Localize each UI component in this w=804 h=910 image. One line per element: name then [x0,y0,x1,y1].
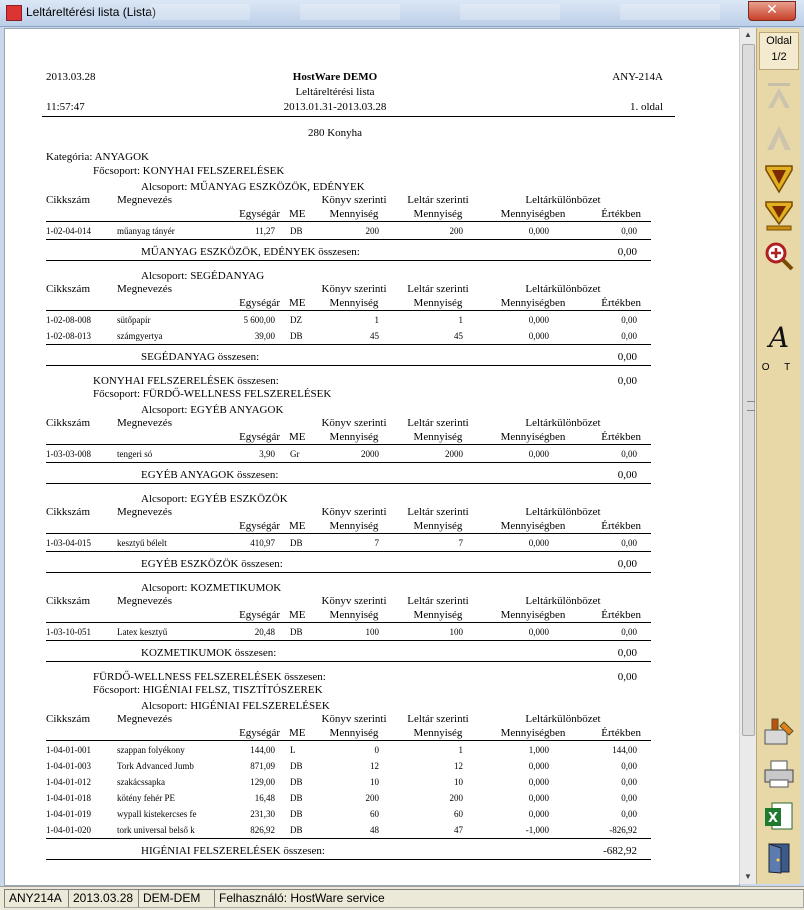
column-rule [46,444,651,445]
main-group-label: Főcsoport: FÜRDŐ-WELLNESS FELSZERELÉSEK [93,388,332,400]
row-book: 200 [365,793,379,803]
col-kulonbozet: Leltárkülönbözet [525,283,601,295]
row-count: 1 [458,745,463,755]
row-count: 10 [454,777,463,787]
row-count: 7 [458,538,463,548]
report-toolbar [756,28,801,884]
group-end-rule [46,365,651,366]
vertical-scrollbar[interactable] [739,28,756,884]
scroll-thumb[interactable] [742,44,755,736]
sub-group-total: 0,00 [617,558,637,570]
row-vdiff: 0,00 [621,538,637,548]
sub-group-label: Alcsoport: MŰANYAG ESZKÖZÖK, EDÉNYEK [141,181,365,193]
row-vdiff: 0,00 [621,793,637,803]
col-mennyiseg: Mennyiség [329,609,379,621]
printer-icon[interactable] [762,758,796,790]
row-name: Tork Advanced Jumb [117,761,194,771]
settings-icon[interactable] [762,716,796,748]
col-megnevezes: Megnevezés [117,194,172,206]
app-icon [6,5,22,21]
row-code: 1-03-04-015 [46,538,91,548]
col-ertekben: Értékben [601,609,641,621]
col-ertekben: Értékben [601,727,641,739]
column-rule [46,221,651,222]
subtotal-rule [46,551,651,552]
row-vdiff: 0,00 [621,449,637,459]
row-qdiff: 0,000 [528,761,549,771]
col-mennyiseg: Mennyiség [413,297,463,309]
row-count: 100 [449,627,463,637]
col-mennyisegben: Mennyiségben [500,208,566,220]
row-price: 5 600,00 [243,315,275,325]
group-end-rule [46,661,651,662]
background-tab [460,4,560,20]
page-label: Oldal [766,35,792,47]
row-count: 200 [449,793,463,803]
main-group-total: 0,00 [617,671,637,683]
row-unit: DZ [290,315,302,325]
report-category: Kategória: ANYAGOK [46,151,149,163]
svg-text:X: X [767,811,779,826]
status-date: 2013.03.28 [68,889,140,908]
row-price: 11,27 [255,226,275,236]
col-me: ME [289,609,306,621]
col-mennyisegben: Mennyiségben [500,520,566,532]
group-end-rule [46,483,651,484]
status-database: DEM-DEM [138,889,216,908]
background-tab [150,4,250,20]
row-code: 1-04-01-003 [46,761,91,771]
col-egysegar: Egységár [239,609,280,621]
main-group-label: Főcsoport: HIGÉNIAI FELSZ, TISZTÍTÓSZEREK [93,684,323,696]
col-mennyisegben: Mennyiségben [500,431,566,443]
col-me: ME [289,520,306,532]
report-time: 11:57:47 [46,101,85,113]
row-name: Latex kesztyű [117,627,168,637]
main-group-total-label: FÜRDŐ-WELLNESS FELSZERELÉSEK összesen: [93,671,326,683]
col-ertekben: Értékben [601,520,641,532]
scroll-down-icon[interactable]: ▼ [744,872,752,881]
row-name: kesztyű bélelt [117,538,167,548]
col-konyv: Könyv szerinti [321,506,387,518]
svg-text:A: A [768,321,790,352]
sub-group-label: Alcsoport: HIGÉNIAI FELSZERELÉSEK [141,700,330,712]
title-bar [0,0,804,27]
col-cikkszam: Cikkszám [46,595,90,607]
row-vdiff: 0,00 [621,809,637,819]
row-code: 1-03-03-008 [46,449,91,459]
sub-group-total: 0,00 [617,246,637,258]
row-vdiff: -826,92 [609,825,637,835]
col-mennyiseg: Mennyiség [329,520,379,532]
row-code: 1-02-08-013 [46,331,91,341]
col-mennyiseg: Mennyiség [413,520,463,532]
report-location: 280 Konyha [307,127,363,139]
row-code: 1-04-01-019 [46,809,91,819]
last-page-icon[interactable] [762,200,796,232]
row-book: 48 [370,825,379,835]
sub-group-total-label: SEGÉDANYAG összesen: [141,351,260,363]
row-price: 3,90 [259,449,275,459]
sub-group-total-label: HIGÉNIAI FELSZERELÉSEK összesen: [141,845,325,857]
col-me: ME [289,208,306,220]
col-megnevezes: Megnevezés [117,417,172,429]
row-price: 871,09 [250,761,275,771]
row-unit: DB [290,627,303,637]
row-unit: Gr [290,449,300,459]
page-indicator [759,32,799,70]
col-kulonbozet: Leltárkülönbözet [525,713,601,725]
col-mennyiseg: Mennyiség [413,208,463,220]
col-konyv: Könyv szerinti [321,417,387,429]
col-kulonbozet: Leltárkülönbözet [525,506,601,518]
column-rule [46,533,651,534]
col-cikkszam: Cikkszám [46,194,90,206]
col-leltar: Leltár szerinti [407,283,469,295]
row-qdiff: 0,000 [528,538,549,548]
row-code: 1-04-01-001 [46,745,91,755]
col-konyv: Könyv szerinti [321,713,387,725]
col-megnevezes: Megnevezés [117,595,172,607]
group-end-rule [46,260,651,261]
col-cikkszam: Cikkszám [46,506,90,518]
row-book: 2000 [361,449,379,459]
exit-door-icon[interactable] [762,842,796,874]
report-period: 2013.01.31-2013.03.28 [283,101,387,113]
col-me: ME [289,297,306,309]
row-qdiff: 0,000 [528,777,549,787]
col-leltar: Leltár szerinti [407,194,469,206]
row-book: 100 [365,627,379,637]
group-end-rule [46,859,651,860]
subtotal-rule [46,239,651,240]
font-letters: O T [761,362,797,373]
row-qdiff: 0,000 [528,449,549,459]
col-konyv: Könyv szerinti [321,194,387,206]
sub-group-label: Alcsoport: KOZMETIKUMOK [141,582,282,594]
window-title: Leltáreltérési lista (Lista) [26,5,157,19]
group-end-rule [46,572,651,573]
col-mennyiseg: Mennyiség [413,431,463,443]
col-leltar: Leltár szerinti [407,506,469,518]
row-name: kötény fehér PE [117,793,175,803]
row-qdiff: 0,000 [528,793,549,803]
col-ertekben: Értékben [601,431,641,443]
col-megnevezes: Megnevezés [117,506,172,518]
row-price: 144,00 [250,745,275,755]
col-me: ME [289,431,306,443]
row-qdiff: 0,000 [528,315,549,325]
subtotal-rule [46,838,651,839]
row-price: 410,97 [250,538,275,548]
column-rule [46,310,651,311]
row-book: 45 [370,331,379,341]
row-count: 200 [449,226,463,236]
col-kulonbozet: Leltárkülönbözet [525,417,601,429]
report-code: ANY-214A [612,71,663,83]
col-egysegar: Egységár [239,520,280,532]
row-book: 200 [365,226,379,236]
row-name: tork universal belső k [117,825,195,835]
row-vdiff: 0,00 [621,226,637,236]
row-vdiff: 0,00 [621,761,637,771]
col-megnevezes: Megnevezés [117,713,172,725]
row-price: 129,00 [250,777,275,787]
sub-group-total: 0,00 [617,351,637,363]
col-konyv: Könyv szerinti [321,595,387,607]
col-egysegar: Egységár [239,208,280,220]
column-rule [46,622,651,623]
subtotal-rule [46,344,651,345]
row-name: wypall kistekercses fe [117,809,197,819]
col-egysegar: Egységár [239,727,280,739]
sub-group-label: Alcsoport: SEGÉDANYAG [141,270,265,282]
row-qdiff: 1,000 [528,745,549,755]
row-book: 1 [374,315,379,325]
main-group-label: Főcsoport: KONYHAI FELSZERELÉSEK [93,165,285,177]
subtotal-rule [46,462,651,463]
sub-group-total-label: KOZMETIKUMOK összesen: [141,647,277,659]
col-mennyisegben: Mennyiségben [500,609,566,621]
col-kulonbozet: Leltárkülönbözet [525,595,601,607]
sub-group-label: Alcsoport: EGYÉB ANYAGOK [141,404,284,416]
report-view [4,28,740,886]
report-date: 2013.03.28 [46,71,96,83]
row-unit: DB [290,538,303,548]
col-egysegar: Egységár [239,431,280,443]
column-rule [46,740,651,741]
row-unit: DB [290,761,303,771]
row-count: 2000 [445,449,463,459]
row-code: 1-02-08-008 [46,315,91,325]
sub-group-total-label: EGYÉB ESZKÖZÖK összesen: [141,558,283,570]
col-mennyiseg: Mennyiség [329,431,379,443]
row-vdiff: 0,00 [621,627,637,637]
report-company: HostWare DEMO [292,71,378,83]
row-price: 826,92 [250,825,275,835]
col-leltar: Leltár szerinti [407,417,469,429]
col-cikkszam: Cikkszám [46,283,90,295]
row-vdiff: 0,00 [621,331,637,341]
col-egysegar: Egységár [239,297,280,309]
row-vdiff: 0,00 [621,315,637,325]
sub-group-total-label: EGYÉB ANYAGOK összesen: [141,469,279,481]
row-price: 231,30 [250,809,275,819]
scroll-up-icon[interactable]: ▲ [744,30,752,39]
row-qdiff: 0,000 [528,331,549,341]
main-group-total: 0,00 [617,375,637,387]
row-code: 1-04-01-012 [46,777,91,787]
report-page: 1. oldal [630,101,663,113]
row-name: tengeri só [117,449,153,459]
row-book: 12 [370,761,379,771]
excel-export-icon[interactable] [762,800,796,832]
row-unit: DB [290,777,303,787]
row-unit: DB [290,226,303,236]
row-name: műanyag tányér [117,226,175,236]
row-unit: DB [290,793,303,803]
row-unit: DB [290,331,303,341]
col-mennyiseg: Mennyiség [329,727,379,739]
col-mennyiseg: Mennyiség [413,727,463,739]
background-tab [620,4,720,20]
header-rule [42,116,675,117]
sub-group-total: 0,00 [617,647,637,659]
row-price: 16,48 [254,793,275,803]
row-code: 1-04-01-018 [46,793,91,803]
row-count: 45 [454,331,463,341]
row-code: 1-02-04-014 [46,226,91,236]
row-price: 20,48 [254,627,275,637]
subtotal-rule [46,640,651,641]
col-mennyisegben: Mennyiségben [500,297,566,309]
status-report-code: ANY214A [4,889,70,908]
col-megnevezes: Megnevezés [117,283,172,295]
font-icon[interactable] [762,320,796,352]
row-unit: DB [290,809,303,819]
row-vdiff: 0,00 [621,777,637,787]
status-user: Felhasználó: HostWare service [214,889,804,908]
col-cikkszam: Cikkszám [46,417,90,429]
status-bar [0,886,804,910]
background-tab [300,4,400,20]
previous-page-icon[interactable] [762,122,796,154]
first-page-icon[interactable] [762,80,796,112]
row-book: 7 [374,538,379,548]
col-ertekben: Értékben [601,297,641,309]
zoom-icon[interactable] [762,240,796,272]
row-count: 12 [454,761,463,771]
row-qdiff: -1,000 [525,825,549,835]
row-count: 1 [458,315,463,325]
row-name: számgyertya [117,331,163,341]
main-group-total-label: KONYHAI FELSZERELÉSEK összesen: [93,375,279,387]
row-unit: DB [290,825,303,835]
col-ertekben: Értékben [601,208,641,220]
col-mennyiseg: Mennyiség [329,208,379,220]
row-price: 39,00 [254,331,275,341]
row-count: 47 [454,825,463,835]
col-mennyiseg: Mennyiség [329,297,379,309]
row-code: 1-04-01-020 [46,825,91,835]
col-kulonbozet: Leltárkülönbözet [525,194,601,206]
next-page-icon[interactable] [762,162,796,194]
row-book: 0 [374,745,379,755]
row-qdiff: 0,000 [528,226,549,236]
col-mennyiseg: Mennyiség [413,609,463,621]
sub-group-total: -682,92 [603,845,637,857]
row-book: 10 [370,777,379,787]
grip-icon [747,401,755,411]
row-vdiff: 144,00 [612,745,637,755]
row-name: szappan folyékony [117,745,185,755]
row-qdiff: 0,000 [528,627,549,637]
sub-group-label: Alcsoport: EGYÉB ESZKÖZÖK [141,493,288,505]
col-mennyisegben: Mennyiségben [500,727,566,739]
col-leltar: Leltár szerinti [407,713,469,725]
sub-group-total: 0,00 [617,469,637,481]
row-code: 1-03-10-051 [46,627,91,637]
sub-group-total-label: MŰANYAG ESZKÖZÖK, EDÉNYEK összesen: [141,246,360,258]
row-qdiff: 0,000 [528,809,549,819]
row-name: sütőpapír [117,315,151,325]
col-me: ME [289,727,306,739]
col-cikkszam: Cikkszám [46,713,90,725]
row-count: 60 [454,809,463,819]
row-name: szakácssapka [117,777,165,787]
row-unit: L [290,745,296,755]
close-button[interactable]: ✕ [748,1,796,21]
col-konyv: Könyv szerinti [321,283,387,295]
col-leltar: Leltár szerinti [407,595,469,607]
report-title: Leltáreltérési lista [295,86,375,98]
row-book: 60 [370,809,379,819]
page-value: 1/2 [771,51,787,63]
